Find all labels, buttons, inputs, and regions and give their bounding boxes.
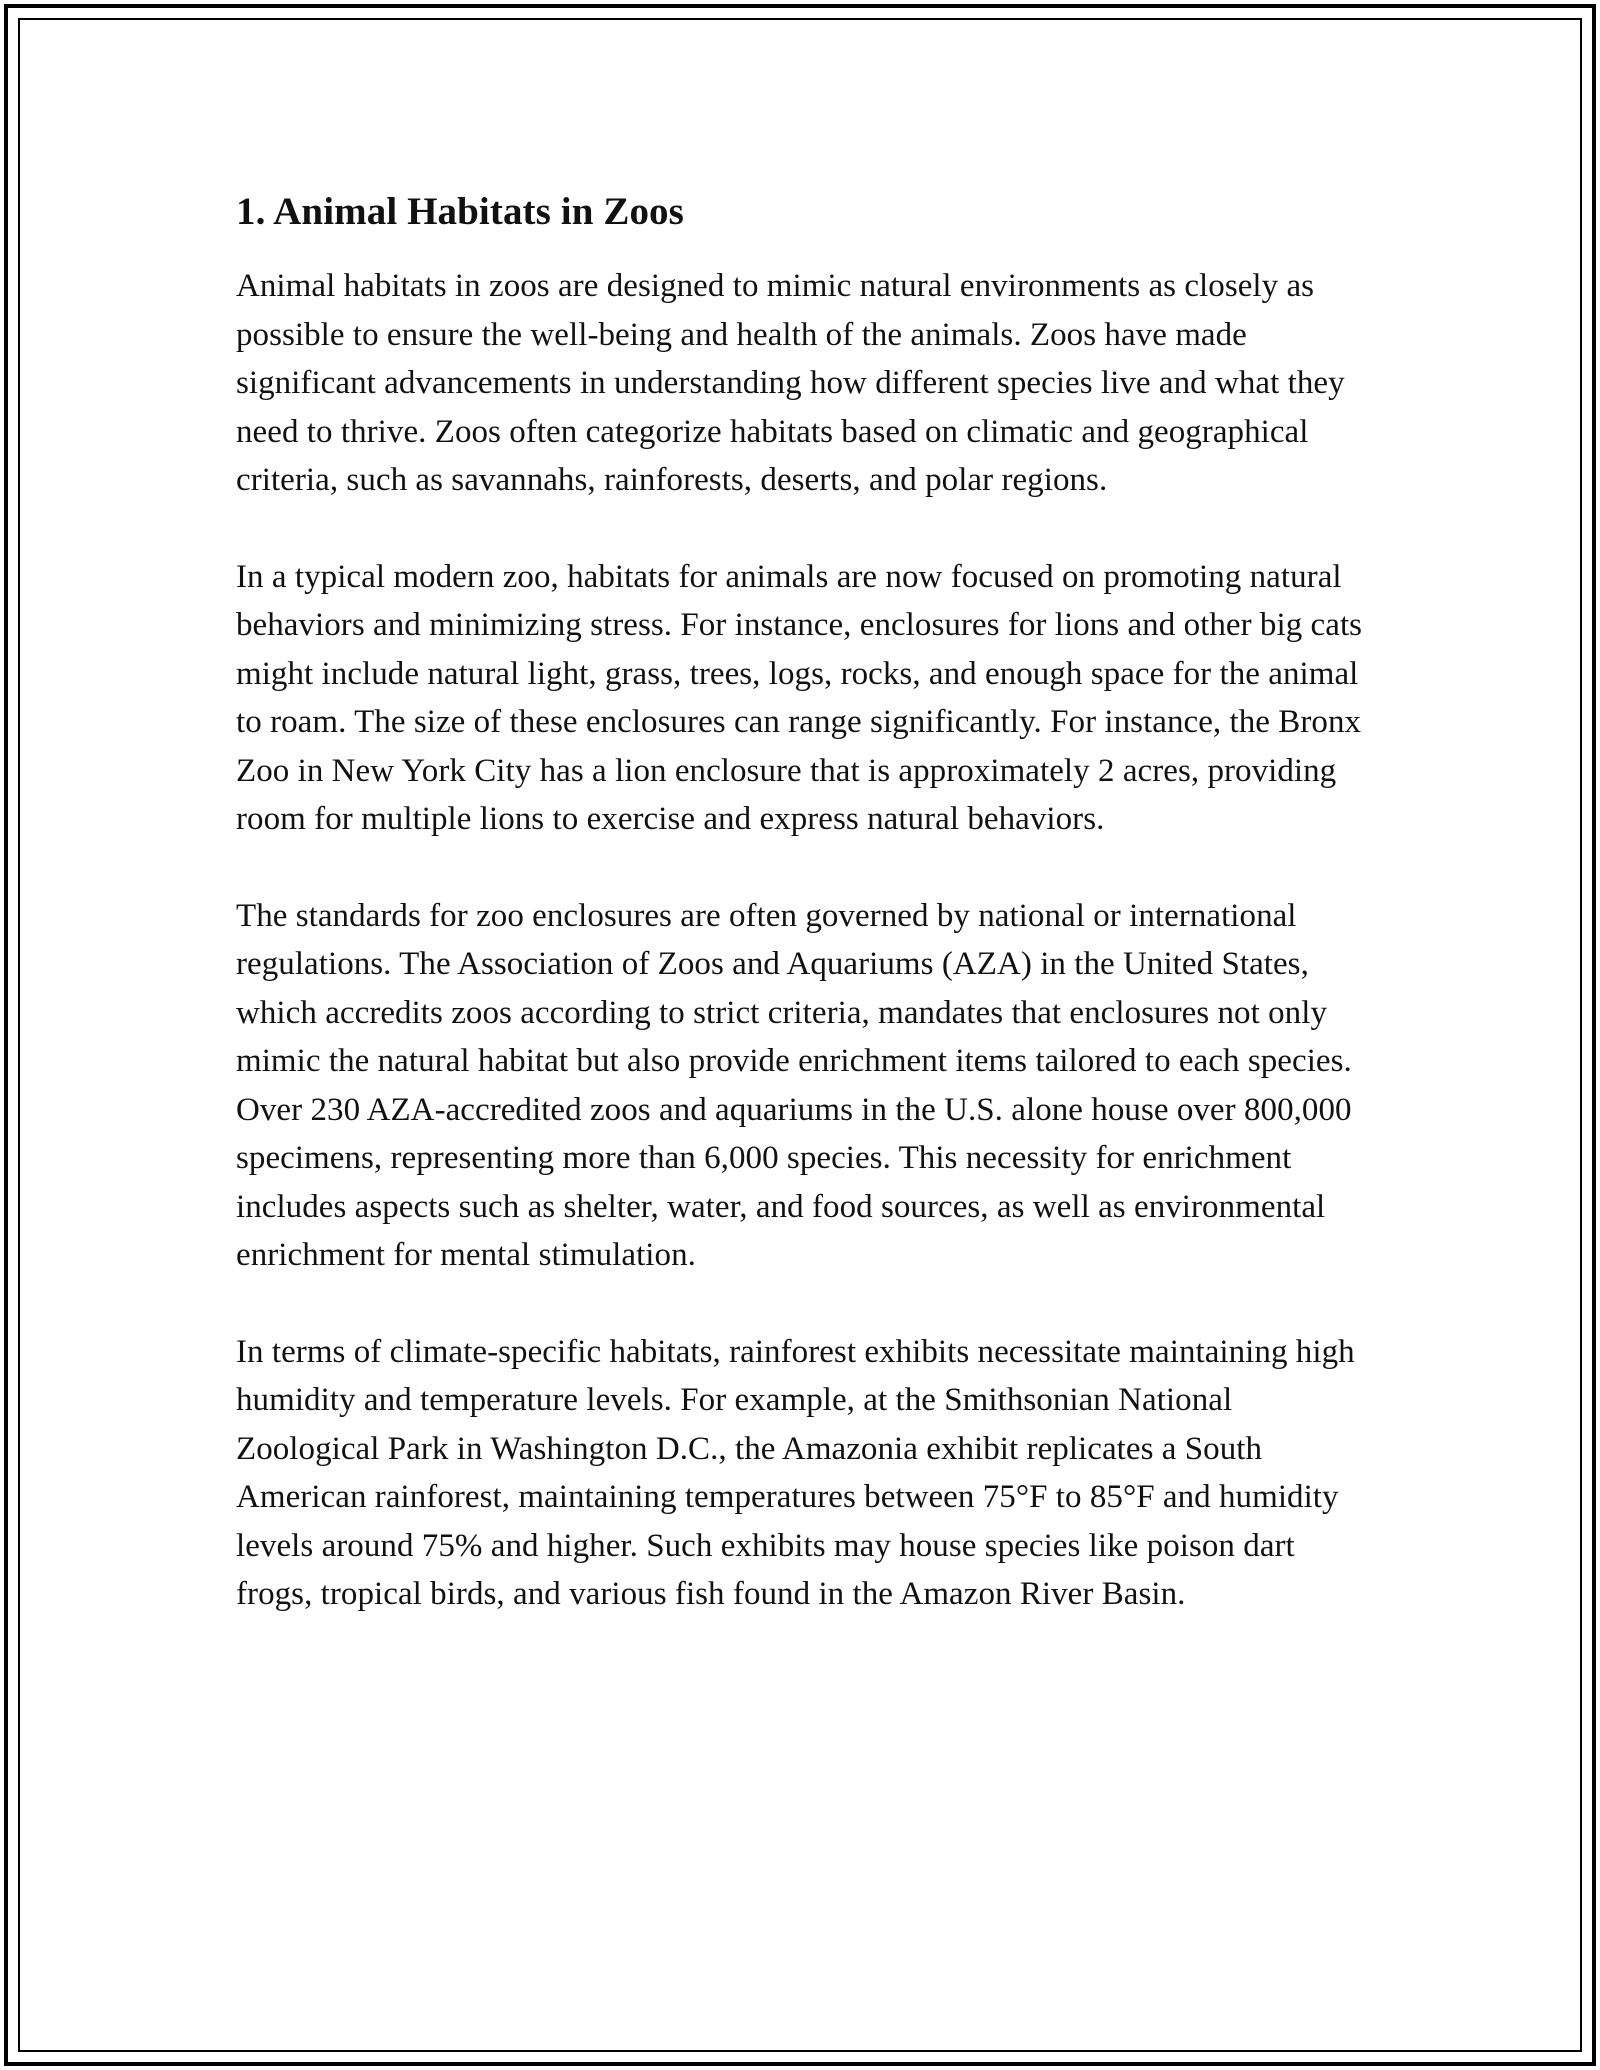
paragraph-climate-habitats: In terms of climate-specific habitats, rainforest exhibits necessitate maintaining high humidity and temperature levels. For example, at the Smithsonian National Zoological Park in Washington D.C., the Amazonia exhibit replicates a South American rainforest, maintaining temperatures between 75°F to 85°F and humidity levels around 75% and higher. Such exhibits may house species like poison dart frogs, tropical birds, and various fish found in the Amazon River Basin. [236,1333,1355,1612]
paragraph-modern-zoo: In a typical modern zoo, habitats for animals are now focused on promoting natural behaviors and minimizing stress. For instance, enclosures for lions and other big cats might include natural light, grass, trees, logs, rocks, and enough space for the animal to roam. The size of these enclosures can range significantly. For instance, the Bronx Zoo in New York City has a lion enclosure that is approximately 2 acres, providing room for multiple lions to exercise and express natural behaviors. [236,558,1363,837]
document-body [236,186,1366,1667]
section-heading: 1. Animal Habitats in Zoos [236,190,684,233]
paragraph-standards: The standards for zoo enclosures are often governed by national or international regulations. The Association of Zoos and Aquariums (AZA) in the United States, which accredits zoos according to strict criteria, mandates that enclosures not only mimic the natural habitat but also provide enrichment items tailored to each species. Over 230 AZA-accredited zoos and aquariums in the U.S. alone house over 800,000 specimens, representing more than 6,000 species. This necessity for enrichment includes aspects such as shelter, water, and food sources, as well as environmental enrichment for mental stimulation. [236,897,1352,1273]
paragraph-intro: Animal habitats in zoos are designed to mimic natural environments as closely as possible to ensure the well-being and health of the animals. Zoos have made significant advancements in understanding how different species live and what they need to thrive. Zoos often categorize habitats based on climatic and geographical criteria, such as savannahs, rainforests, deserts, and polar regions. [236,268,1345,498]
